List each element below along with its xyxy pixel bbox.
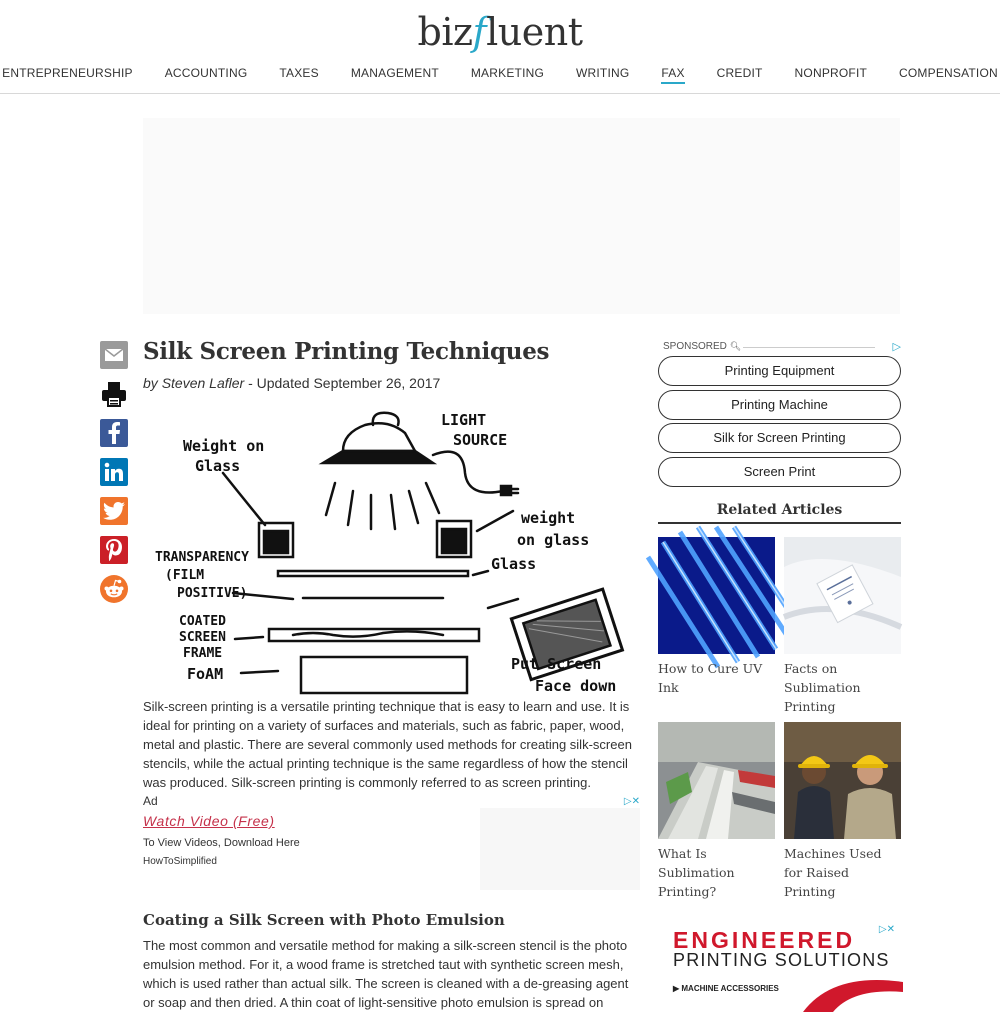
main-nav	[0, 66, 1000, 86]
ad-label: Ad	[143, 794, 158, 808]
share-bar	[100, 341, 128, 614]
nav-writing[interactable]: WRITING	[576, 66, 630, 80]
silk-screen-diagram	[143, 403, 640, 693]
ad-image[interactable]	[480, 808, 640, 890]
related-article[interactable]	[658, 722, 775, 901]
related-title[interactable]: Machines Used for Raised Printing	[784, 846, 882, 899]
diagram-label-weight-left: Weight on	[183, 437, 265, 455]
nav-marketing[interactable]: MARKETING	[470, 66, 544, 80]
facebook-icon	[107, 422, 121, 444]
logo-text-luent: luent	[486, 10, 583, 54]
nav-credit[interactable]: CREDIT	[716, 66, 763, 80]
search-icon: 🔍︎	[729, 341, 742, 351]
diagram-label-source: SOURCE	[453, 431, 508, 449]
inline-ad[interactable]	[143, 794, 640, 890]
article-title: Silk Screen Printing Techniques	[143, 338, 550, 365]
adchoices-icon[interactable]: ▷✕	[623, 796, 640, 807]
related-article[interactable]	[658, 537, 775, 697]
related-title[interactable]: What Is Sublimation Printing?	[658, 846, 735, 899]
related-thumbnail[interactable]	[658, 537, 775, 654]
related-articles-title: Related Articles	[658, 502, 901, 524]
sponsored-header	[663, 341, 901, 355]
nav-fax[interactable]: FAX	[661, 66, 684, 84]
sponsored-link-silk-for-screen-printing[interactable]: Silk for Screen Printing	[658, 423, 901, 453]
diagram-label-transparency: TRANSPARENCY	[155, 550, 249, 565]
sponsored-link-printing-equipment[interactable]: Printing Equipment	[658, 356, 901, 386]
ad-graphic	[793, 972, 903, 1012]
pinterest-icon	[106, 539, 122, 561]
nav-entrepreneurship[interactable]: ENTREPRENEURSHIP	[2, 66, 133, 80]
related-article[interactable]	[784, 722, 901, 901]
diagram-label-coated: COATED	[179, 614, 226, 629]
linkedin-share-button[interactable]	[100, 458, 128, 486]
ad-source[interactable]: HowToSimplified	[143, 856, 217, 867]
ad-tagline: ▶ MACHINE ACCESSORIES	[673, 984, 779, 993]
nav-management[interactable]: MANAGEMENT	[350, 66, 439, 80]
linkedin-icon	[104, 462, 124, 482]
diagram-label-put-screen: Put Screen	[511, 655, 602, 673]
diagram-label-glass: Glass	[491, 555, 537, 573]
print-button[interactable]	[100, 380, 128, 408]
related-thumbnail[interactable]	[784, 537, 901, 654]
facebook-share-button[interactable]	[100, 419, 128, 447]
ad-headline-link[interactable]: Watch Video (Free)	[143, 813, 275, 829]
bottom-sidebar-ad[interactable]	[663, 922, 901, 1000]
nav-taxes[interactable]: TAXES	[279, 66, 319, 80]
diagram-label-on-glass: on glass	[517, 531, 590, 549]
diagram-label-frame: FRAME	[183, 646, 223, 661]
ad-subheadline: PRINTING SOLUTIONS	[673, 950, 890, 970]
diagram-label-film: (FILM	[165, 568, 205, 583]
logo-text-biz: biz	[417, 10, 473, 54]
byline	[143, 375, 640, 391]
nav-accounting[interactable]: ACCOUNTING	[164, 66, 248, 80]
uv-ink-image	[658, 537, 775, 654]
related-title[interactable]: Facts on Sublimation Printing	[784, 661, 861, 714]
diagram-label-glass-left: Glass	[195, 457, 241, 475]
printing-press-image	[658, 722, 775, 839]
printer-icon	[100, 380, 128, 408]
reddit-share-button[interactable]	[100, 575, 128, 603]
author-link[interactable]: Steven Lafler	[161, 375, 245, 391]
site-header	[0, 0, 1000, 94]
diagram-label-face-down: Face down	[535, 677, 617, 695]
article-paragraph-2: The most common and versatile method for making a silk-screen stencil is the photo emulsion method. For it, a wood frame is stretched taut with synthetic screen mesh, which is used rather than actual silk. The screen is cleaned with a de-greasing agent or soap and then dried. A thin coat of light-sensitive photo emulsion is spread on	[143, 938, 629, 1010]
site-logo[interactable]	[0, 10, 1000, 54]
nav-compensation[interactable]: COMPENSATION	[899, 66, 998, 80]
nav-nonprofit[interactable]: NONPROFIT	[794, 66, 868, 80]
sponsored-label: SPONSORED	[663, 341, 727, 352]
reddit-icon	[103, 579, 125, 599]
adchoices-icon[interactable]: ▷✕	[878, 924, 895, 935]
byline-prefix: by	[143, 375, 162, 391]
pinterest-share-button[interactable]	[100, 536, 128, 564]
article-hero-image	[143, 403, 640, 693]
ad-description: To View Videos, Download Here	[143, 837, 300, 849]
diagram-label-foam: FoAM	[187, 665, 224, 683]
top-ad-banner[interactable]	[143, 118, 900, 314]
diagram-label-positive: POSITIVE)	[177, 586, 248, 601]
sponsored-divider	[743, 347, 875, 348]
logo-text-f: f	[472, 10, 487, 54]
related-thumbnail[interactable]	[784, 722, 901, 839]
diagram-label-screen: SCREEN	[179, 630, 226, 645]
article-paragraph-1: Silk-screen printing is a versatile printing technique that is easy to learn and use. It is ideal for printing on a variety of surfaces and materials, such as fabric, paper, wood, metal and plastic. There are several commonly used methods for creating silk-screen stencils, while the actual printing technique is the same regardless of how the stencil was produced. Silk-screen printing is commonly referred to as screen printing.	[143, 699, 632, 790]
workers-hard-hats-image	[784, 722, 901, 839]
related-thumbnail[interactable]	[658, 722, 775, 839]
email-share-button[interactable]	[100, 341, 128, 369]
email-icon	[104, 348, 124, 362]
adchoices-icon[interactable]: ▷	[892, 341, 901, 353]
sponsored-link-printing-machine[interactable]: Printing Machine	[658, 390, 901, 420]
diagram-label-light: LIGHT	[441, 411, 487, 429]
updated-date: - Updated September 26, 2017	[244, 375, 441, 391]
twitter-share-button[interactable]	[100, 497, 128, 525]
related-article[interactable]	[784, 537, 901, 716]
sublimation-fabric-image	[784, 537, 901, 654]
article	[143, 338, 640, 693]
ad-headline: ENGINEERED	[673, 927, 856, 953]
diagram-label-weight-right: weight	[521, 509, 576, 527]
sponsored-link-screen-print[interactable]: Screen Print	[658, 457, 901, 487]
twitter-icon	[103, 502, 125, 520]
related-title[interactable]: How to Cure UV Ink	[658, 661, 763, 695]
section-heading: Coating a Silk Screen with Photo Emulsion	[143, 911, 505, 929]
